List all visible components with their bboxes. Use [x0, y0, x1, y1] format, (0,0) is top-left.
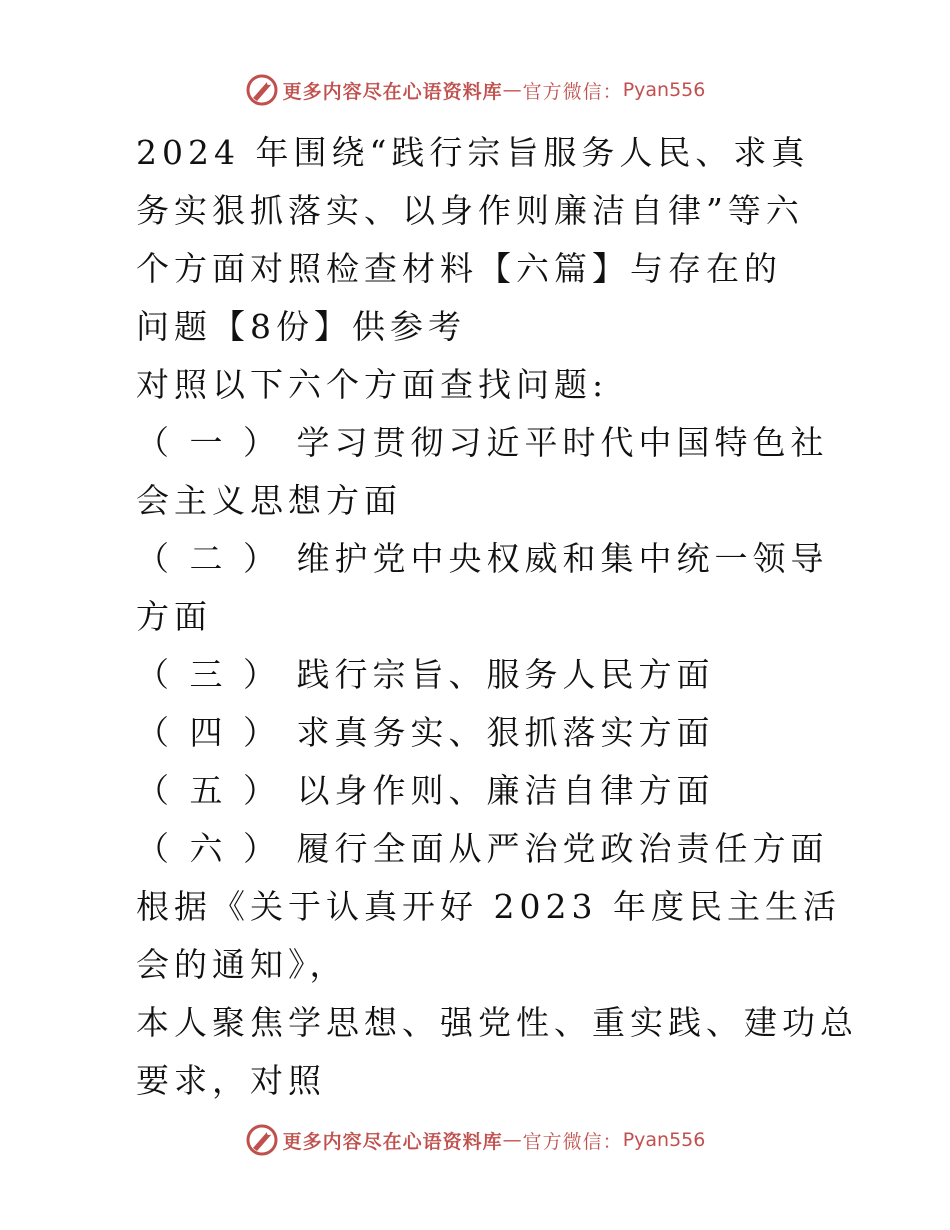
- watermark-wechat-id: Pyan556: [622, 79, 706, 101]
- paragraph: 根据《关于认真开好 2023 年度民主生活会的通知》，: [136, 887, 841, 984]
- watermark-dash: —: [502, 1129, 523, 1151]
- watermark-promo: 更多内容尽在心语资料库: [282, 1130, 503, 1153]
- document-body: [98, 124, 858, 1110]
- pen-circle-logo-icon: [245, 73, 279, 107]
- list-item: （ 五 ） 以身作则、廉洁自律方面: [136, 771, 715, 810]
- watermark-dash: —: [502, 79, 523, 101]
- watermark-promo: 更多内容尽在心语资料库: [282, 80, 503, 103]
- paragraph: 本人聚焦学思想、强党性、重实践、建功总要求，对照: [136, 1003, 858, 1100]
- list-item: （ 三 ） 践行宗旨、服务人民方面: [136, 655, 715, 694]
- intro-line: 对照以下六个方面查找问题:: [136, 365, 609, 404]
- footer-watermark: [0, 1120, 950, 1160]
- document-title: 2024 年围绕“践行宗旨服务人民、求真务实狠抓落实、以身作则廉洁自律”等六个方面对照检查材料【六篇】与存在的问题【8份】供参考: [136, 133, 810, 346]
- list-item: （ 四 ） 求真务实、狠抓落实方面: [136, 713, 715, 752]
- pen-circle-logo-icon: [245, 1123, 279, 1157]
- list-item: （ 六 ） 履行全面从严治党政治责任方面: [136, 829, 829, 868]
- list-item: （ 二 ） 维护党中央权威和集中统一领导方面: [136, 539, 829, 636]
- watermark-wechat-label: 官方微信：: [522, 1130, 623, 1153]
- list-item: （ 一 ） 学习贯彻习近平时代中国特色社会主义思想方面: [136, 423, 829, 520]
- header-watermark: [0, 70, 950, 110]
- watermark-wechat-label: 官方微信：: [522, 80, 623, 103]
- watermark-wechat-id: Pyan556: [622, 1129, 706, 1151]
